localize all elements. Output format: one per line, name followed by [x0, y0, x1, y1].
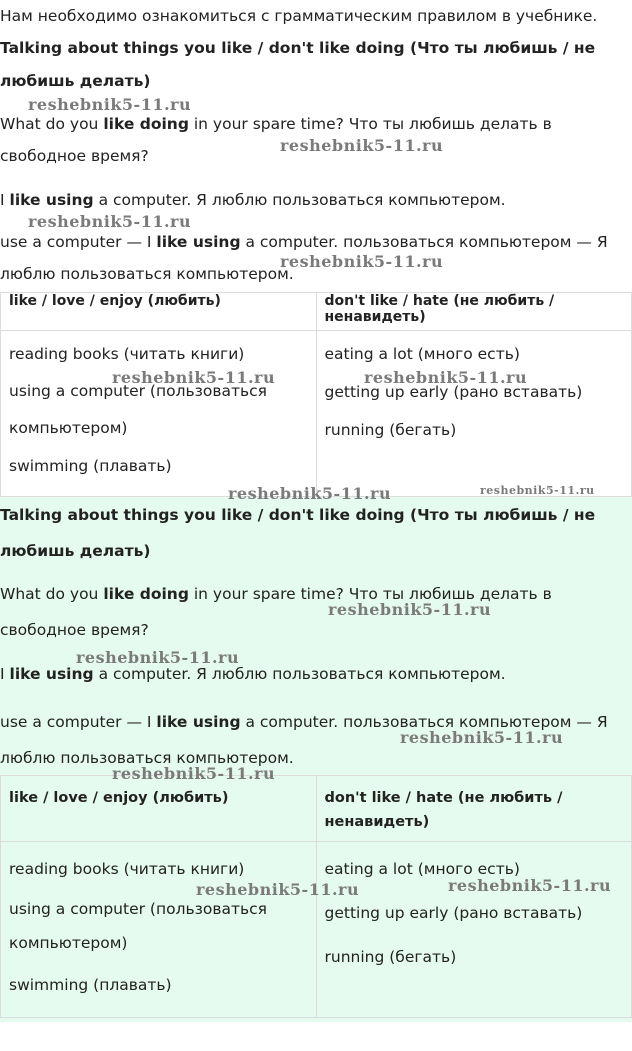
list-item: swimming (плавать) — [9, 457, 172, 475]
watermark: reshebnik5-11.ru — [328, 600, 492, 619]
table-cell-dislike — [316, 842, 632, 1018]
list-item: using a computer (пользоваться компьютером) — [9, 900, 267, 952]
watermark: reshebnik5-11.ru — [28, 95, 192, 114]
watermark: reshebnik5-11.ru — [280, 252, 444, 271]
likes-table — [0, 292, 632, 497]
watermark: reshebnik5-11.ru — [28, 212, 192, 231]
watermark: reshebnik5-11.ru — [196, 880, 360, 899]
table-header-like: like / love / enjoy (любить) — [1, 293, 317, 331]
example-explanation: use a computer — I like using a computer. пользоваться компьютером — Я люблю пользоваться компьютером. — [0, 233, 608, 283]
question-text: What do you like doing in your spare time? Что ты любишь делать в свободное время? — [0, 585, 552, 639]
example-explanation: use a computer — I like using a computer. пользоваться компьютером — Я люблю пользоваться компьютером. — [0, 713, 608, 767]
example-sentence: I like using a computer. Я люблю пользоваться компьютером. — [0, 191, 506, 209]
table-header-like: like / love / enjoy (любить) — [1, 776, 317, 842]
list-item: reading books (читать книги) — [9, 345, 245, 363]
watermark: reshebnik5-11.ru — [400, 728, 564, 747]
watermark: reshebnik5-11.ru — [364, 368, 528, 387]
watermark: reshebnik5-11.ru — [480, 484, 595, 497]
watermark: reshebnik5-11.ru — [112, 368, 276, 387]
watermark: reshebnik5-11.ru — [76, 648, 240, 667]
list-item: swimming (плавать) — [9, 976, 172, 994]
question-text: What do you like doing in your spare time? Что ты любишь делать в свободное время? — [0, 115, 552, 165]
list-item: running (бегать) — [324, 421, 457, 439]
list-item: reading books (читать книги) — [9, 860, 245, 878]
table-header-dislike: don't like / hate (не любить / ненавидеть) — [316, 293, 632, 331]
list-item: eating a lot (много есть) — [324, 860, 520, 878]
watermark: reshebnik5-11.ru — [112, 764, 276, 783]
section-heading: Talking about things you like / don't like doing (Что ты любишь / не любишь делать) — [0, 506, 596, 560]
watermark: reshebnik5-11.ru — [228, 484, 392, 503]
intro-text: Нам необходимо ознакомиться с грамматическим правилом в учебнике. — [0, 7, 598, 25]
table-cell-dislike — [316, 331, 632, 497]
watermark: reshebnik5-11.ru — [280, 136, 444, 155]
watermark: reshebnik5-11.ru — [448, 876, 612, 895]
list-item: eating a lot (много есть) — [324, 345, 520, 363]
list-item: running (бегать) — [324, 948, 457, 966]
table-cell-like — [1, 842, 317, 1018]
table-cell-like — [1, 331, 317, 497]
example-sentence: I like using a computer. Я люблю пользоваться компьютером. — [0, 665, 506, 683]
list-item: getting up early (рано вставать) — [324, 904, 583, 922]
table-header-dislike: don't like / hate (не любить / ненавидеть) — [316, 776, 632, 842]
list-item: getting up early (рано вставать) — [324, 383, 583, 401]
list-item: using a computer (пользоваться компьютером) — [9, 382, 267, 437]
section-heading: Talking about things you like / don't like doing (Что ты любишь / не любишь делать) — [0, 39, 596, 90]
